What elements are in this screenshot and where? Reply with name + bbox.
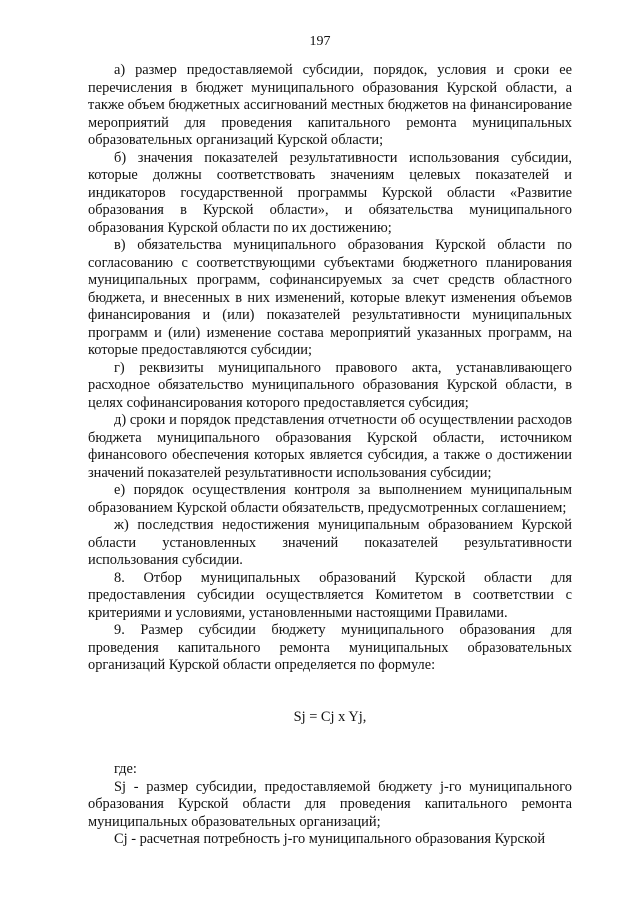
paragraph-d: д) сроки и порядок представления отчетности об осуществлении расходов бюджета муниципального образования Курской области, источником финансового обеспечения которых является субсидия, а также о достижении значений показателей результативности использования субсидии;	[88, 412, 572, 481]
formula: Sj = Cj x Yj,	[293, 708, 367, 725]
paragraph-8: 8. Отбор муниципальных образований Курской области для предоставления субсидии осуществляется Комитетом в соответствии с критериями и условиями, установленными настоящими Правилами.	[88, 569, 572, 621]
definition-cj: Cj - расчетная потребность j-го муниципального образования Курской	[114, 831, 546, 847]
paragraph-9: 9. Размер субсидии бюджету муниципального образования для проведения капитального ремонта муниципальных образовательных организаций Курской области определяется по формуле:	[88, 622, 572, 673]
paragraph-g: г) реквизиты муниципального правового акта, устанавливающего расходное обязательство муниципального образования Курской области, в целях софинансирования которого предоставляется субсидия;	[88, 359, 572, 411]
where-label: где:	[114, 761, 137, 777]
paragraph-b: б) значения показателей результативности использования субсидии, которые должны соответствовать значениям целевых показателей и индикаторов государственной программы Курской области «Развитие образования в Курской области», и обязательства муниципального образования Курской области по их достижению;	[88, 149, 572, 236]
definition-sj: Sj - размер субсидии, предоставляемой бюджету j-го муниципального образования Курской области для проведения капитального ремонта муниципальных образовательных организаций;	[88, 778, 572, 830]
document-body	[88, 62, 572, 849]
page-number: 197	[309, 34, 331, 49]
paragraph-zh: ж) последствия недостижения муниципальным образованием Курской области установленных значений показателей результативности использования субсидии.	[88, 517, 572, 568]
paragraph-e: е) порядок осуществления контроля за выполнением муниципальным образованием Курской области обязательств, предусмотренных соглашением;	[88, 482, 572, 516]
paragraph-v: в) обязательства муниципального образования Курской области по согласованию с соответствующими субъектами бюджетного планирования муниципальных программ, софинансируемых за счет средств областного бюджета, и внесенных в них изменений, которые влекут изменения объемов финансирования и (или) показателей результативности муниципальных программ и (или) изменение состава мероприятий указанных программ, на которые предоставляются субсидии;	[88, 237, 572, 358]
paragraph-a: а) размер предоставляемой субсидии, порядок, условия и сроки ее перечисления в бюджет муниципального образования Курской области, а также объем бюджетных ассигнований местных бюджетов на финансирование мероприятий для проведения капитального ремонта муниципальных образовательных организаций Курской области;	[88, 62, 572, 148]
